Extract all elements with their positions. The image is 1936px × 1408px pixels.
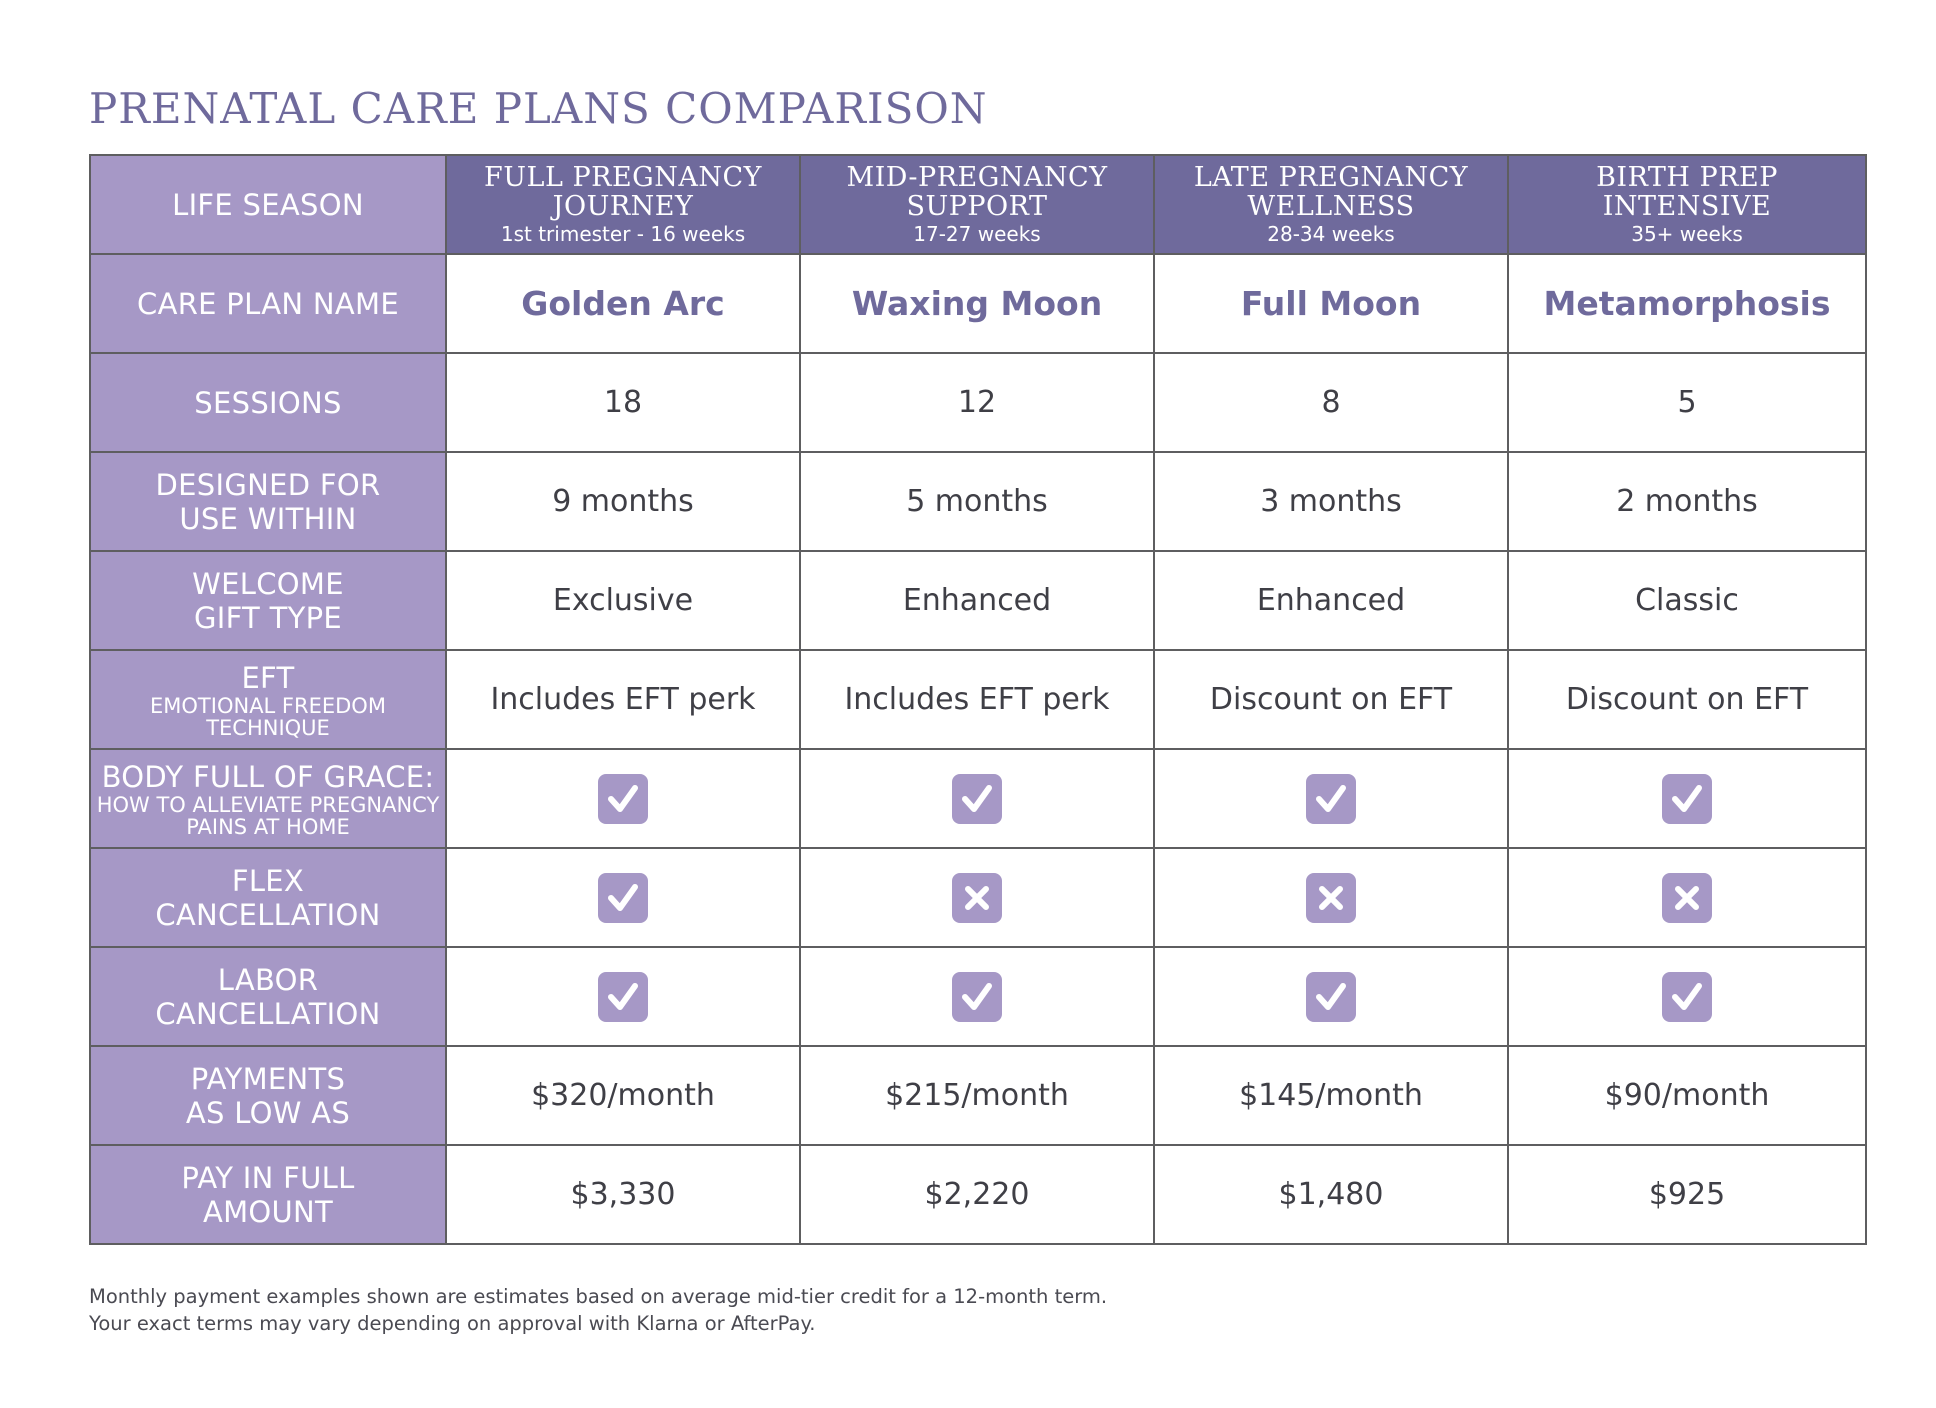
cross-icon — [1662, 873, 1712, 923]
mark-cell — [800, 947, 1154, 1046]
table-header-row — [90, 155, 1866, 254]
column-range: 35+ weeks — [1631, 221, 1743, 246]
value-cell: 18 — [446, 353, 800, 452]
footnote-line: Your exact terms may vary depending on approval with Klarna or AfterPay. — [89, 1312, 816, 1335]
table-row-designed-for — [90, 452, 1866, 551]
table-row-body-full-of-grace — [90, 749, 1866, 848]
column-header-mid-pregnancy: MID-PREGNANCY SUPPORT 17-27 weeks — [800, 155, 1154, 254]
row-label: LABOR CANCELLATION — [90, 947, 446, 1046]
plan-name-cell: Full Moon — [1154, 254, 1508, 353]
value-cell: $145/month — [1154, 1046, 1508, 1145]
check-icon — [1306, 774, 1356, 824]
footnote — [89, 1283, 1107, 1337]
value-cell: Includes EFT perk — [800, 650, 1154, 749]
mark-cell — [446, 947, 800, 1046]
header-label: LIFE SEASON — [90, 155, 446, 254]
column-header-full-pregnancy: FULL PREGNANCY JOURNEY 1st trimester - 16 weeks — [446, 155, 800, 254]
check-icon — [1306, 972, 1356, 1022]
row-label: SESSIONS — [90, 353, 446, 452]
check-icon — [1662, 972, 1712, 1022]
cross-icon — [1306, 873, 1356, 923]
comparison-table — [89, 154, 1867, 1245]
value-cell: $90/month — [1508, 1046, 1866, 1145]
table-row-welcome-gift — [90, 551, 1866, 650]
table-row-labor-cancellation — [90, 947, 1866, 1046]
value-cell: 5 months — [800, 452, 1154, 551]
mark-cell — [800, 749, 1154, 848]
value-cell: Discount on EFT — [1154, 650, 1508, 749]
value-cell: $320/month — [446, 1046, 800, 1145]
check-icon — [952, 774, 1002, 824]
column-range: 28-34 weeks — [1267, 221, 1395, 246]
page-title: PRENATAL CARE PLANS COMPARISON — [89, 84, 988, 133]
check-icon — [952, 972, 1002, 1022]
value-cell: Classic — [1508, 551, 1866, 650]
mark-cell — [1508, 749, 1866, 848]
row-label: FLEX CANCELLATION — [90, 848, 446, 947]
plan-name-cell: Golden Arc — [446, 254, 800, 353]
check-icon — [598, 972, 648, 1022]
value-cell: 9 months — [446, 452, 800, 551]
check-icon — [598, 774, 648, 824]
column-header-late-pregnancy: LATE PREGNANCY WELLNESS 28-34 weeks — [1154, 155, 1508, 254]
table-row-sessions — [90, 353, 1866, 452]
table-row-flex-cancellation — [90, 848, 1866, 947]
mark-cell — [1154, 749, 1508, 848]
row-label: WELCOME GIFT TYPE — [90, 551, 446, 650]
row-label: PAY IN FULL AMOUNT — [90, 1145, 446, 1244]
value-cell: $1,480 — [1154, 1145, 1508, 1244]
value-cell: $2,220 — [800, 1145, 1154, 1244]
value-cell: $3,330 — [446, 1145, 800, 1244]
mark-cell — [1508, 947, 1866, 1046]
value-cell: Enhanced — [800, 551, 1154, 650]
check-icon — [598, 873, 648, 923]
column-range: 17-27 weeks — [913, 221, 1041, 246]
plan-name-cell: Metamorphosis — [1508, 254, 1866, 353]
column-header-birth-prep: BIRTH PREP INTENSIVE 35+ weeks — [1508, 155, 1866, 254]
value-cell: Discount on EFT — [1508, 650, 1866, 749]
row-label: DESIGNED FOR USE WITHIN — [90, 452, 446, 551]
mark-cell — [800, 848, 1154, 947]
footnote-line: Monthly payment examples shown are estimates based on average mid-tier credit for a 12-month term. — [89, 1285, 1108, 1308]
value-cell: Enhanced — [1154, 551, 1508, 650]
row-label: PAYMENTS AS LOW AS — [90, 1046, 446, 1145]
value-cell: 3 months — [1154, 452, 1508, 551]
mark-cell — [1508, 848, 1866, 947]
value-cell: $215/month — [800, 1046, 1154, 1145]
table-row-pay-in-full — [90, 1145, 1866, 1244]
row-label: CARE PLAN NAME — [90, 254, 446, 353]
plan-name-cell: Waxing Moon — [800, 254, 1154, 353]
mark-cell — [446, 848, 800, 947]
table-row-eft — [90, 650, 1866, 749]
table-row-payments — [90, 1046, 1866, 1145]
value-cell: Includes EFT perk — [446, 650, 800, 749]
value-cell: Exclusive — [446, 551, 800, 650]
value-cell: 8 — [1154, 353, 1508, 452]
table-row-plan-name — [90, 254, 1866, 353]
cross-icon — [952, 873, 1002, 923]
value-cell: 12 — [800, 353, 1154, 452]
check-icon — [1662, 774, 1712, 824]
mark-cell — [446, 749, 800, 848]
value-cell: 5 — [1508, 353, 1866, 452]
value-cell: $925 — [1508, 1145, 1866, 1244]
row-label: BODY FULL OF GRACE: HOW TO ALLEVIATE PREGNANCY PAINS AT HOME — [90, 749, 446, 848]
value-cell: 2 months — [1508, 452, 1866, 551]
column-range: 1st trimester - 16 weeks — [500, 221, 746, 246]
row-label: EFT EMOTIONAL FREEDOM TECHNIQUE — [90, 650, 446, 749]
mark-cell — [1154, 848, 1508, 947]
mark-cell — [1154, 947, 1508, 1046]
